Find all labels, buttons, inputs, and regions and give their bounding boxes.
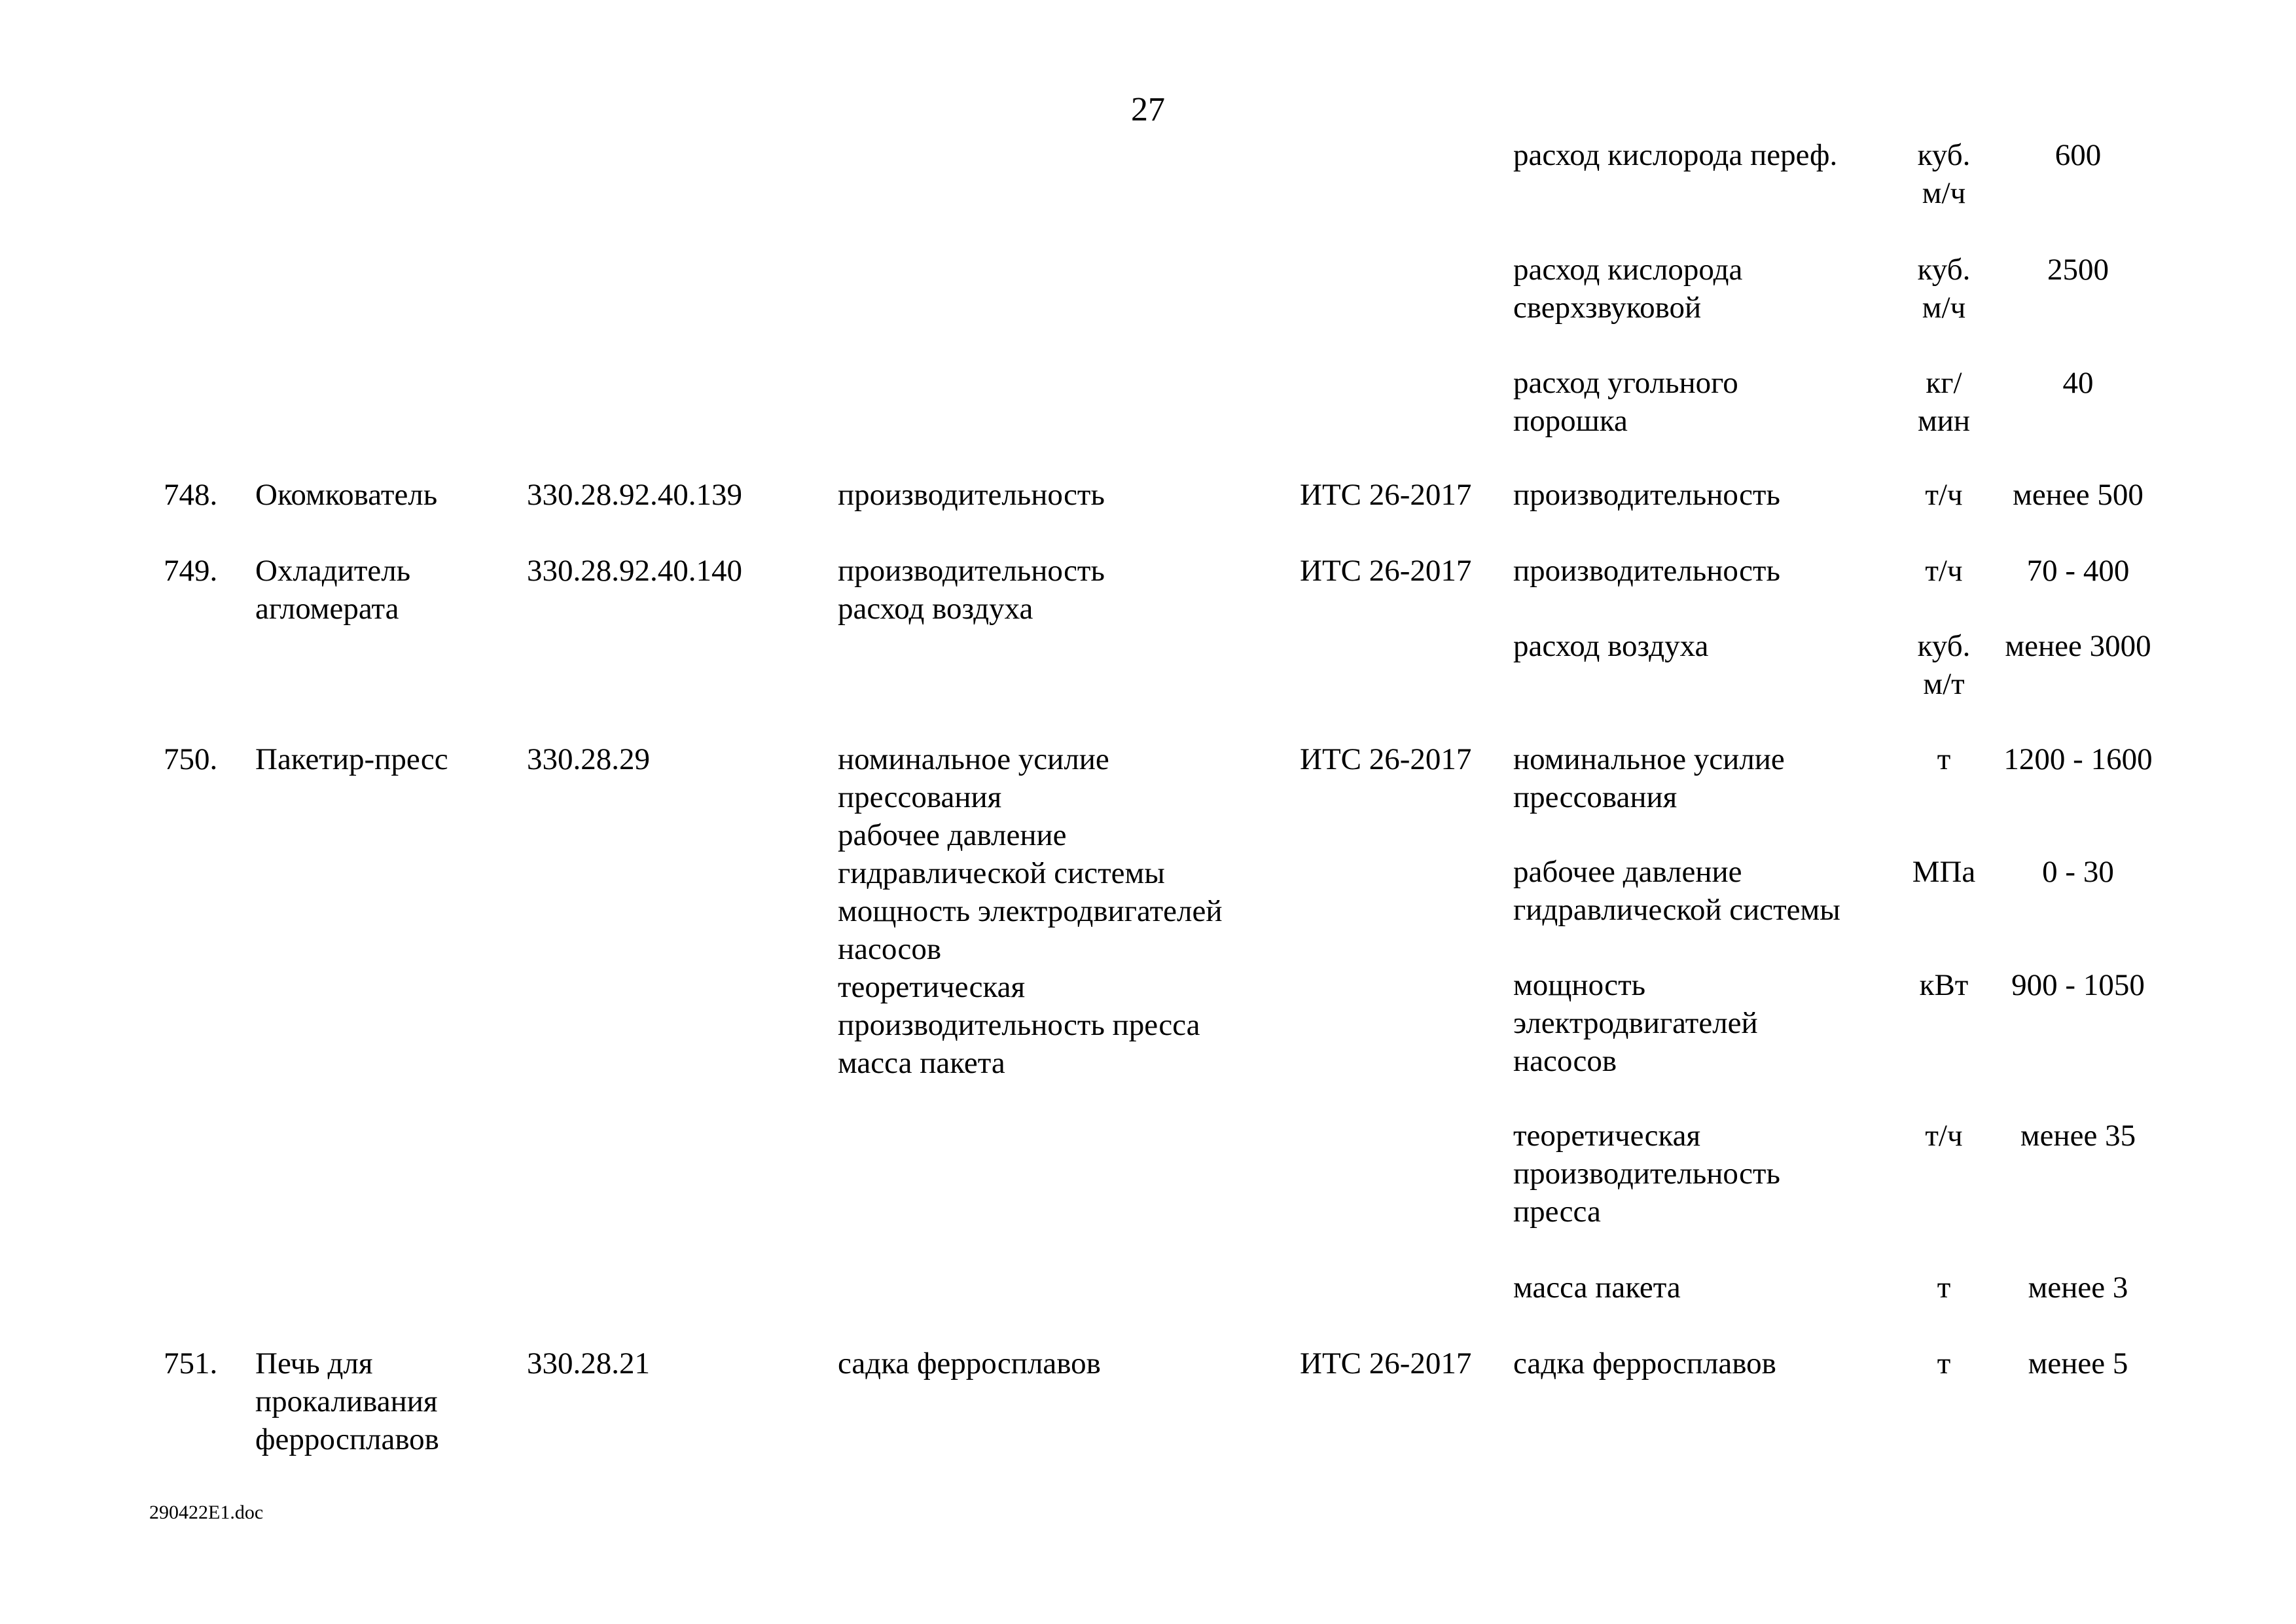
indicator-value: менее 35 (2020, 1119, 2136, 1153)
indicator-unit: куб. (1917, 138, 1971, 172)
indicator-value: 40 (2062, 366, 2094, 400)
indicator-unit: т (1937, 1271, 1951, 1305)
okpd-code: 330.28.29 (527, 742, 650, 776)
parameter-list: мощность электродвигателей (838, 894, 1223, 928)
indicator-name: сверхзвуковой (1513, 291, 1702, 325)
indicator-unit: т (1937, 742, 1951, 776)
indicator-unit: кВт (1919, 968, 1969, 1002)
parameter-list: производительность (838, 478, 1105, 512)
indicator-unit: м/ч (1922, 176, 1966, 210)
parameter-list: гидравлической системы (838, 856, 1165, 890)
its-reference: ИТС 26-2017 (1300, 742, 1472, 776)
parameter-list: рабочее давление (838, 818, 1067, 852)
indicator-unit: кг/ (1926, 366, 1962, 400)
parameter-list: расход воздуха (838, 592, 1033, 626)
its-reference: ИТС 26-2017 (1300, 478, 1472, 512)
indicator-name: мощность (1513, 968, 1646, 1002)
indicator-name: расход угольного (1513, 366, 1738, 400)
indicator-unit: МПа (1912, 855, 1976, 889)
indicator-name: порошка (1513, 404, 1628, 438)
indicator-unit: м/т (1923, 667, 1965, 701)
indicator-name: садка ферросплавов (1513, 1346, 1776, 1380)
okpd-code: 330.28.21 (527, 1346, 650, 1380)
okpd-code: 330.28.92.40.139 (527, 478, 742, 512)
page-number: 27 (1131, 91, 1165, 128)
device-name: Пакетир-пресс (255, 742, 448, 776)
parameter-list: садка ферросплавов (838, 1346, 1101, 1380)
indicator-name: гидравлической системы (1513, 893, 1840, 927)
device-name: Печь для (255, 1346, 373, 1380)
row-number: 749. (164, 554, 218, 588)
indicator-name: прессования (1513, 780, 1677, 814)
row-number: 751. (164, 1346, 218, 1380)
device-name: агломерата (255, 592, 399, 626)
indicator-unit: куб. (1917, 253, 1971, 287)
indicator-value: 1200 - 1600 (2003, 742, 2153, 776)
row-number: 750. (164, 742, 218, 776)
indicator-unit: мин (1917, 404, 1971, 438)
indicator-name: электродвигателей (1513, 1006, 1758, 1040)
indicator-unit: т/ч (1925, 554, 1963, 588)
indicator-value: менее 5 (2028, 1346, 2128, 1380)
indicator-value: менее 500 (2013, 478, 2144, 512)
indicator-value: 0 - 30 (2042, 855, 2114, 889)
indicator-unit: т/ч (1925, 1119, 1963, 1153)
device-name: Охладитель (255, 554, 411, 588)
indicator-unit: т (1937, 1346, 1951, 1380)
its-reference: ИТС 26-2017 (1300, 554, 1472, 588)
indicator-name: пресса (1513, 1195, 1601, 1229)
indicator-name: масса пакета (1513, 1271, 1681, 1305)
indicator-name: расход кислорода переф. (1513, 138, 1838, 172)
indicator-value: 600 (2054, 138, 2102, 172)
parameter-list: масса пакета (838, 1046, 1005, 1080)
indicator-value: 900 - 1050 (2011, 968, 2145, 1002)
parameter-list: производительность пресса (838, 1008, 1200, 1042)
device-name: ферросплавов (255, 1422, 439, 1456)
device-name: прокаливания (255, 1384, 438, 1418)
parameter-list: производительность (838, 554, 1105, 588)
indicator-value: менее 3000 (2005, 629, 2151, 663)
indicator-name: теоретическая (1513, 1119, 1701, 1153)
indicator-name: насосов (1513, 1044, 1617, 1078)
indicator-unit: куб. (1917, 629, 1971, 663)
indicator-value: 2500 (2047, 253, 2109, 287)
okpd-code: 330.28.92.40.140 (527, 554, 742, 588)
row-number: 748. (164, 478, 218, 512)
indicator-name: производительность (1513, 554, 1780, 588)
indicator-unit: м/ч (1922, 291, 1966, 325)
parameter-list: прессования (838, 780, 1002, 814)
its-reference: ИТС 26-2017 (1300, 1346, 1472, 1380)
indicator-name: производительность (1513, 1157, 1780, 1191)
indicator-value: 70 - 400 (2026, 554, 2130, 588)
indicator-name: расход кислорода (1513, 253, 1743, 287)
indicator-name: рабочее давление (1513, 855, 1742, 889)
indicator-name: номинальное усилие (1513, 742, 1785, 776)
footer-filename: 290422E1.doc (149, 1502, 264, 1523)
indicator-name: расход воздуха (1513, 629, 1709, 663)
indicator-name: производительность (1513, 478, 1780, 512)
device-name: Окомкователь (255, 478, 438, 512)
parameter-list: номинальное усилие (838, 742, 1109, 776)
parameter-list: теоретическая (838, 970, 1026, 1004)
parameter-list: насосов (838, 932, 942, 966)
indicator-value: менее 3 (2028, 1271, 2128, 1305)
indicator-unit: т/ч (1925, 478, 1963, 512)
